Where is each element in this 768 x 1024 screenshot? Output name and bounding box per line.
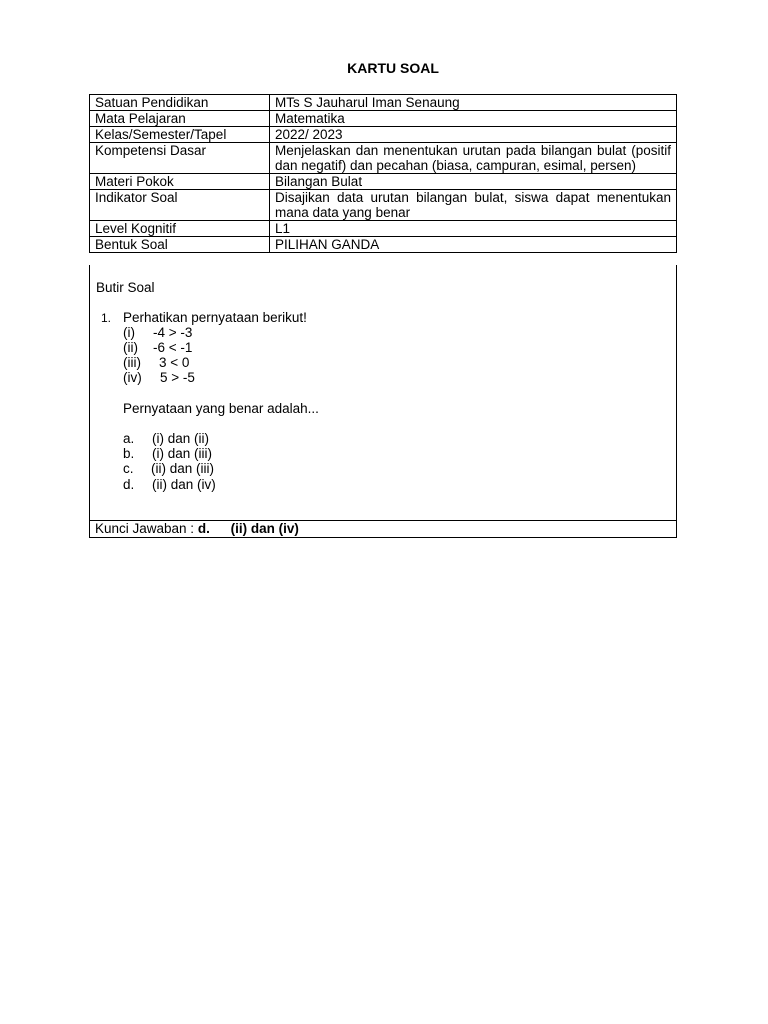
statement-text: -4 > -3 xyxy=(153,325,193,340)
option-label: c. xyxy=(123,461,134,476)
info-key: Mata Pelajaran xyxy=(90,111,270,127)
option-text: (i) dan (ii) xyxy=(152,431,210,446)
option-label: d. xyxy=(123,477,135,492)
option-text: (i) dan (iii) xyxy=(152,446,213,461)
answer-key-label: Kunci Jawaban : xyxy=(95,521,195,536)
statement-label: (i) xyxy=(123,325,135,340)
answer-key xyxy=(95,521,299,537)
statement-text: -6 < -1 xyxy=(153,340,193,355)
option-text: (ii) dan (iv) xyxy=(152,477,216,492)
answer-option xyxy=(123,446,212,461)
statement-text: 5 > -5 xyxy=(160,370,195,385)
info-row-level-kognitif xyxy=(90,221,677,237)
info-key: Bentuk Soal xyxy=(90,237,270,253)
statement-item xyxy=(123,370,195,385)
info-table xyxy=(89,94,677,253)
info-key: Kelas/Semester/Tapel xyxy=(90,127,270,143)
info-row-kelas-semester xyxy=(90,127,677,143)
info-key: Level Kognitif xyxy=(90,221,270,237)
option-label: a. xyxy=(123,431,135,446)
info-key: Satuan Pendidikan xyxy=(90,95,270,111)
info-row-mata-pelajaran xyxy=(90,111,677,127)
option-text: (ii) dan (iii) xyxy=(151,461,215,476)
statement-item xyxy=(123,340,192,355)
statement-item xyxy=(123,355,189,370)
question-prompt: Pernyataan yang benar adalah... xyxy=(123,401,319,416)
option-label: b. xyxy=(123,446,135,461)
info-row-materi-pokok xyxy=(90,174,677,190)
info-value: PILIHAN GANDA xyxy=(270,237,677,253)
info-value: Bilangan Bulat xyxy=(270,174,677,190)
statement-label: (ii) xyxy=(123,340,138,355)
statement-label: (iv) xyxy=(123,370,142,385)
page-title: KARTU SOAL xyxy=(347,60,439,76)
info-row-kompetensi-dasar xyxy=(90,143,677,174)
info-value: MTs S Jauharul Iman Senaung xyxy=(270,95,677,111)
info-value: Disajikan data urutan bilangan bulat, siswa dapat menentukan mana data yang benar xyxy=(270,190,677,221)
answer-option xyxy=(123,477,216,492)
question-box xyxy=(89,265,677,520)
info-value: L1 xyxy=(270,221,677,237)
answer-key-letter: d. xyxy=(197,521,210,536)
question-text: Perhatikan pernyataan berikut! xyxy=(123,310,307,325)
answer-key-row xyxy=(89,520,677,538)
info-value: Menjelaskan dan menentukan urutan pada bilangan bulat (positif dan negatif) dan pecahan (biasa, campuran, esimal, persen) xyxy=(270,143,677,174)
info-row-satuan-pendidikan xyxy=(90,95,677,111)
info-row-indikator-soal xyxy=(90,190,677,221)
statement-item xyxy=(123,325,192,340)
answer-option xyxy=(123,431,209,446)
info-value: 2022/ 2023 xyxy=(270,127,677,143)
info-key: Kompetensi Dasar xyxy=(90,143,270,174)
statement-label: (iii) xyxy=(123,355,141,370)
answer-key-text: (ii) dan (iv) xyxy=(230,521,299,536)
info-value: Matematika xyxy=(270,111,677,127)
info-row-bentuk-soal xyxy=(90,237,677,253)
info-key: Indikator Soal xyxy=(90,190,270,221)
answer-option xyxy=(123,461,214,476)
statement-text: 3 < 0 xyxy=(159,355,190,370)
butir-soal-label: Butir Soal xyxy=(96,280,155,295)
question-number: 1. xyxy=(101,311,112,325)
info-key: Materi Pokok xyxy=(90,174,270,190)
